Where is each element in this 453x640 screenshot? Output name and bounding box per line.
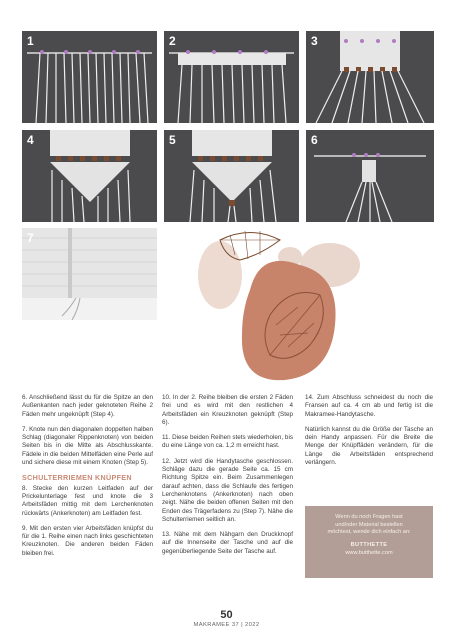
text-column-3 [305,394,433,474]
supplier-brand: BUTTHETTE [350,541,388,548]
issue-label: MAKRAMEE 37 | 2022 [193,622,260,628]
supplier-info-box [305,506,433,578]
monstera-leaf-illustration [180,215,380,385]
instruction-paragraph: 12. Jetzt wird die Handytasche geschlossen. Schläge dazu die gerade Seite ca. 15 cm Richtung Spitze ein. Beim Zusammenlegen darauf achten, dass die Schlaufe des fertigen Lerchenknotens (Ankerknoten) nach oben zeigt. Nähe die beiden offenen Seiten mit den Enden des Trägerfadens zu (Step 7). Nähe die Schulterriemen seitlich an. [162,457,293,523]
step-number: 7 [27,231,34,245]
step-number: 1 [27,34,34,48]
instruction-paragraph: 9. Mit den ersten vier Arbeitsfäden knüpfst du für die 1. Reihe einen nach links geschichteten Kreuzknoten. Die anderen beiden Fäden bleiben frei. [22,524,153,557]
step-photo-2 [164,31,299,123]
instruction-paragraph: 10. In der 2. Reihe bleiben die ersten 2 Fäden frei und es wird mit den restlichen 4 Arbeitsfäden ein Kreuzknoten geknüpft (Step 6). [162,394,293,426]
instruction-paragraph: 11. Diese beiden Reihen stets wiederholen, bis du eine Länge von ca. 1,2 m erreicht hast. [162,434,293,450]
step-photo-3 [306,31,434,123]
step-photo-1 [22,31,157,123]
step-number: 3 [311,34,318,48]
instruction-paragraph: 7. Knote nun den diagonalen doppelten halben Schlag (diagonaler Rippenknoten) von beiden Seiten bis in die Mitte als Abschlusskante. Fädele in die beiden Mittelfäden eine Perle auf und sichere diese mit einem Knoten (Step 5). [22,425,153,467]
text-column-2 [162,394,293,563]
step-photo-4 [22,130,157,222]
instruction-paragraph: 8. Stecke den kurzen Leitfaden auf der Prickelunterlage fest und knote die 3 Arbeitsfäden mittig mit dem Lerchenknoten rückwärts (Ankerknoten) am Leitfaden fest. [22,484,153,517]
info-line: möchtest, wende dich einfach an: [327,529,411,536]
text-column-1 [22,394,153,565]
step-number: 6 [311,133,318,147]
instruction-paragraph: 14. Zum Abschluss schneidest du noch die Fransen auf ca. 4 cm ab und fertig ist die Makramee-Handytasche. [305,394,433,418]
section-heading: SCHULTERRIEMEN KNÜPFEN [22,473,132,483]
step-number: 5 [169,133,176,147]
instruction-paragraph: 13. Nähe mit dem Nähgarn den Druckknopf auf die Innenseite der Tasche und auf die gegenüberliegende Seite der Tasche auf. [162,531,293,555]
info-line: Wenn du noch Fragen hast [335,514,403,520]
macrame-image [22,130,157,222]
macrame-image [164,130,299,222]
macrame-image [22,228,157,320]
step-photo-7 [22,228,157,320]
step-photo-5 [164,130,299,222]
step-number: 4 [27,133,34,147]
macrame-image [306,130,434,222]
page-number: 50 [220,609,233,621]
macrame-image [22,31,157,123]
macrame-image [164,31,299,123]
macrame-image [306,31,434,123]
step-photo-6 [306,130,434,222]
info-line: und/oder Material bestellen [335,521,403,528]
step-number: 2 [169,34,176,48]
instruction-paragraph: Natürlich kannst du die Größe der Tasche an dein Handy anpassen. Für die Breite die Menge der Knüpffäden verändern, für die Länge die Arbeitsfäden entsprechend verlängern. [305,425,433,467]
instruction-paragraph: 6. Anschließend lässt du für die Spitze an den Außenkanten nach jeder geknoteten Reihe 2 Fäden mehr ungeknüpft (Step 4). [22,394,153,418]
supplier-url[interactable]: www.butthette.com [345,550,393,557]
